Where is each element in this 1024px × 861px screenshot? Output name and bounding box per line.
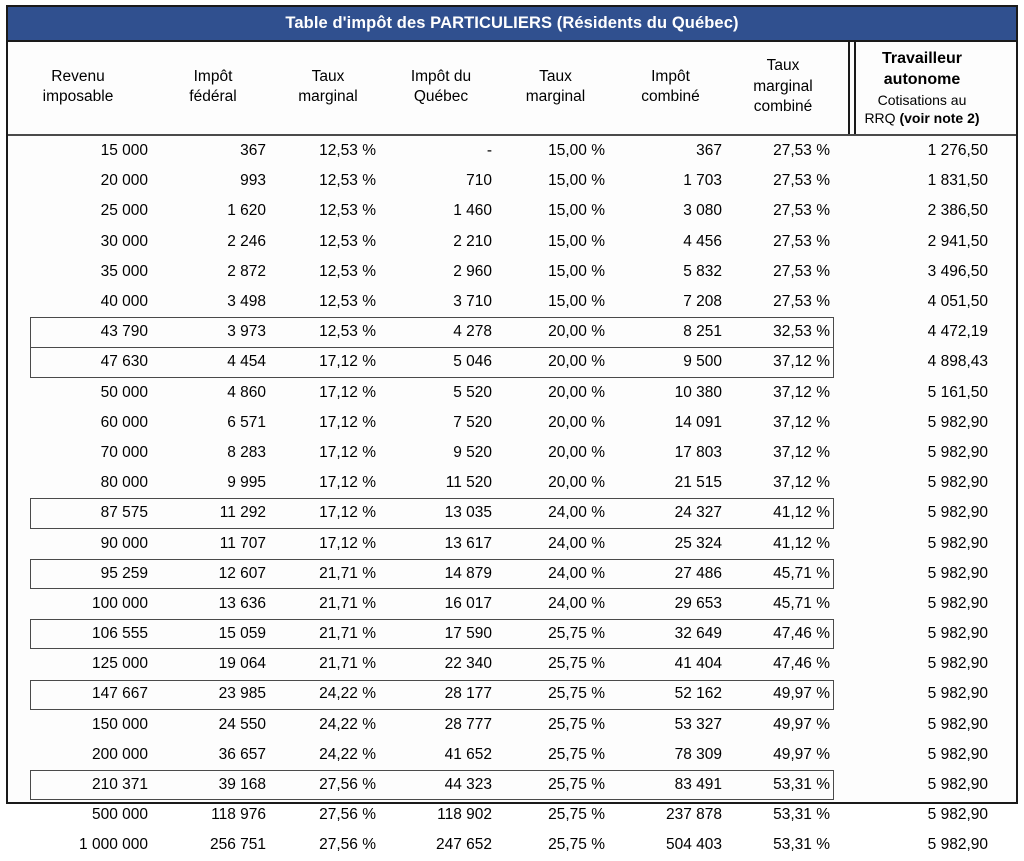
column-header-line3: combiné: [753, 98, 813, 116]
cell-travailleur-autonome: 5 982,90: [927, 474, 988, 492]
cell-impot-combine: 53 327: [674, 715, 722, 733]
table-row: [8, 196, 1016, 226]
cell-travailleur-autonome: 5 982,90: [927, 836, 988, 854]
cell-revenu-imposable: 100 000: [91, 594, 148, 612]
cell-taux-marginal-federal: 12,53 %: [319, 323, 376, 341]
cell-impot-combine: 7 208: [683, 293, 722, 311]
cell-revenu-imposable: 47 630: [100, 353, 148, 371]
cell-revenu-imposable: 147 667: [91, 685, 148, 703]
cell-revenu-imposable: 60 000: [100, 413, 148, 431]
column-header-line1: Taux: [766, 57, 800, 75]
cell-revenu-imposable: 95 259: [100, 564, 148, 582]
cell-taux-marginal-federal: 27,56 %: [319, 836, 376, 854]
cell-taux-marginal-quebec: 24,00 %: [548, 504, 605, 522]
cell-taux-marginal-combine: 53,31 %: [773, 836, 830, 854]
cell-impot-combine: 52 162: [674, 685, 722, 703]
cell-impot-quebec: 28 177: [444, 685, 492, 703]
cell-impot-combine: 25 324: [674, 534, 722, 552]
column-double-separator: [848, 42, 856, 134]
cell-travailleur-autonome: 4 051,50: [927, 293, 988, 311]
cell-travailleur-autonome: 5 982,90: [927, 776, 988, 794]
cell-revenu-imposable: 80 000: [100, 474, 148, 492]
column-header-line2: combiné: [641, 88, 700, 105]
table-row: [8, 559, 1016, 589]
cell-revenu-imposable: 43 790: [100, 323, 148, 341]
cell-impot-federal: 2 246: [227, 232, 266, 250]
column-header-impot-combine: [619, 42, 736, 134]
cell-revenu-imposable: 200 000: [91, 745, 148, 763]
cell-taux-marginal-quebec: 15,00 %: [548, 142, 605, 160]
column-header-line1: Revenu: [51, 67, 105, 85]
note-rrq-label: RRQ: [864, 109, 900, 126]
table-grid: [8, 42, 1016, 854]
cell-taux-marginal-federal: 17,12 %: [319, 383, 376, 401]
cell-taux-marginal-federal: 21,71 %: [319, 625, 376, 643]
cell-travailleur-autonome: 5 982,90: [927, 685, 988, 703]
column-header-revenu-imposable: [8, 42, 160, 134]
cell-impot-quebec: 44 323: [444, 776, 492, 794]
cell-impot-quebec: 2 960: [453, 262, 492, 280]
cell-taux-marginal-federal: 21,71 %: [319, 594, 376, 612]
column-header-line1: Taux: [539, 67, 572, 85]
cell-taux-marginal-federal: 12,53 %: [319, 293, 376, 311]
cell-taux-marginal-federal: 24,22 %: [319, 685, 376, 703]
cell-travailleur-autonome: 5 982,90: [927, 655, 988, 673]
cell-taux-marginal-combine: 27,53 %: [773, 202, 830, 220]
cell-taux-marginal-combine: 32,53 %: [773, 323, 830, 341]
cell-impot-federal: 8 283: [227, 443, 266, 461]
cell-taux-marginal-quebec: 25,75 %: [548, 625, 605, 643]
table-row: [8, 468, 1016, 498]
table-row: [8, 317, 1016, 347]
cell-impot-quebec: 4 278: [453, 323, 492, 341]
cell-travailleur-autonome: 5 982,90: [927, 504, 988, 522]
cell-revenu-imposable: 20 000: [100, 172, 148, 190]
cell-impot-combine: 83 491: [674, 776, 722, 794]
column-header-line2: imposable: [42, 88, 114, 105]
cell-revenu-imposable: 70 000: [100, 443, 148, 461]
column-header-line2: marginal: [525, 88, 586, 105]
cell-taux-marginal-quebec: 25,75 %: [548, 685, 605, 703]
cell-taux-marginal-federal: 12,53 %: [319, 202, 376, 220]
cell-taux-marginal-quebec: 25,75 %: [548, 806, 605, 824]
table-row: [8, 800, 1016, 830]
cell-impot-quebec: 710: [466, 172, 492, 190]
table-row: [8, 166, 1016, 196]
note-reference-label: (voir note 2): [899, 109, 980, 126]
column-header-line2: Québec: [413, 88, 469, 105]
cell-impot-federal: 993: [240, 172, 266, 190]
column-header-line2: marginal: [753, 77, 813, 95]
cell-impot-quebec: 5 046: [453, 353, 492, 371]
column-header-line2: autonome: [883, 70, 961, 88]
cell-travailleur-autonome: 5 982,90: [927, 806, 988, 824]
page-title: Table d'impôt des PARTICULIERS (Résidents du Québec): [285, 14, 739, 32]
cell-taux-marginal-federal: 12,53 %: [319, 172, 376, 190]
cell-impot-combine: 24 327: [674, 504, 722, 522]
cell-taux-marginal-quebec: 20,00 %: [548, 323, 605, 341]
cell-taux-marginal-federal: 24,22 %: [319, 745, 376, 763]
cell-taux-marginal-combine: 37,12 %: [773, 353, 830, 371]
cell-taux-marginal-combine: 45,71 %: [773, 564, 830, 582]
cell-impot-federal: 15 059: [218, 625, 266, 643]
cell-impot-combine: 21 515: [674, 474, 722, 492]
cell-taux-marginal-quebec: 24,00 %: [548, 564, 605, 582]
cell-impot-combine: 17 803: [674, 443, 722, 461]
table-row: [8, 257, 1016, 287]
cell-taux-marginal-combine: 49,97 %: [773, 745, 830, 763]
cell-impot-quebec: 11 520: [445, 474, 492, 492]
table-row: [8, 347, 1016, 377]
cell-impot-quebec: 14 879: [444, 564, 492, 582]
cell-taux-marginal-federal: 12,53 %: [319, 142, 376, 160]
tax-table: [6, 5, 1018, 854]
cell-taux-marginal-combine: 27,53 %: [773, 172, 830, 190]
cell-taux-marginal-federal: 27,56 %: [319, 806, 376, 824]
cell-impot-quebec: 7 520: [453, 413, 492, 431]
cell-impot-quebec: 247 652: [435, 836, 492, 854]
cell-travailleur-autonome: 5 982,90: [927, 413, 988, 431]
column-header-taux-marginal-combine: [736, 42, 848, 134]
table-row: [8, 287, 1016, 317]
column-header-note-line1: Cotisations au: [877, 91, 967, 108]
cell-revenu-imposable: 210 371: [91, 776, 148, 794]
cell-taux-marginal-combine: 49,97 %: [773, 715, 830, 733]
cell-revenu-imposable: 125 000: [91, 655, 148, 673]
cell-impot-combine: 29 653: [674, 594, 722, 612]
table-row: [8, 408, 1016, 438]
cell-travailleur-autonome: 5 982,90: [927, 443, 988, 461]
table-row: [8, 498, 1016, 528]
cell-taux-marginal-federal: 12,53 %: [319, 262, 376, 280]
cell-taux-marginal-combine: 47,46 %: [773, 625, 830, 643]
cell-taux-marginal-quebec: 25,75 %: [548, 776, 605, 794]
cell-impot-federal: 2 872: [227, 262, 266, 280]
cell-taux-marginal-combine: 49,97 %: [773, 685, 830, 703]
cell-travailleur-autonome: 3 496,50: [927, 262, 988, 280]
cell-taux-marginal-combine: 27,53 %: [773, 293, 830, 311]
cell-impot-federal: 118 976: [211, 806, 266, 824]
cell-revenu-imposable: 150 000: [91, 715, 148, 733]
column-header-line1: Travailleur: [881, 50, 963, 68]
cell-taux-marginal-combine: 37,12 %: [773, 413, 830, 431]
cell-impot-federal: 36 657: [218, 745, 266, 763]
table-row: [8, 830, 1016, 860]
cell-impot-federal: 12 607: [218, 564, 266, 582]
cell-taux-marginal-quebec: 25,75 %: [548, 655, 605, 673]
cell-taux-marginal-combine: 37,12 %: [773, 383, 830, 401]
cell-taux-marginal-quebec: 24,00 %: [548, 534, 605, 552]
cell-revenu-imposable: 87 575: [100, 504, 148, 522]
column-header-line1: Impôt: [193, 67, 233, 85]
cell-taux-marginal-combine: 53,31 %: [773, 806, 830, 824]
column-header-impot-quebec: [390, 42, 506, 134]
cell-impot-federal: 3 498: [227, 293, 266, 311]
cell-travailleur-autonome: 5 982,90: [927, 594, 988, 612]
cell-taux-marginal-combine: 53,31 %: [773, 776, 830, 794]
cell-impot-combine: 504 403: [665, 836, 722, 854]
cell-impot-quebec: 13 617: [444, 534, 492, 552]
cell-impot-combine: 5 832: [683, 262, 722, 280]
cell-taux-marginal-federal: 12,53 %: [319, 232, 376, 250]
cell-taux-marginal-quebec: 15,00 %: [548, 232, 605, 250]
cell-travailleur-autonome: 1 276,50: [927, 142, 988, 160]
table-row: [8, 438, 1016, 468]
cell-impot-combine: 10 380: [674, 383, 722, 401]
cell-impot-combine: 1 703: [683, 172, 722, 190]
table-row: [8, 619, 1016, 649]
cell-taux-marginal-federal: 21,71 %: [319, 655, 376, 673]
table-header-row: [8, 42, 1016, 136]
cell-taux-marginal-quebec: 20,00 %: [548, 474, 605, 492]
cell-revenu-imposable: 106 555: [91, 625, 148, 643]
table-row: [8, 589, 1016, 619]
cell-taux-marginal-combine: 27,53 %: [773, 262, 830, 280]
cell-travailleur-autonome: 2 386,50: [927, 202, 988, 220]
cell-impot-quebec: 41 652: [444, 745, 492, 763]
cell-impot-federal: 24 550: [218, 715, 266, 733]
cell-revenu-imposable: 30 000: [100, 232, 148, 250]
cell-impot-quebec: 9 520: [453, 443, 492, 461]
cell-impot-combine: 9 500: [683, 353, 722, 371]
cell-impot-combine: 4 456: [683, 232, 722, 250]
cell-impot-quebec: 5 520: [453, 383, 492, 401]
column-header-line1: Taux: [311, 67, 345, 85]
table-row: [8, 710, 1016, 740]
cell-impot-federal: 11 292: [219, 504, 266, 522]
cell-impot-federal: 6 571: [227, 413, 266, 431]
table-row: [8, 740, 1016, 770]
table-row: [8, 227, 1016, 257]
cell-impot-quebec: 118 902: [437, 806, 492, 824]
cell-impot-combine: 14 091: [674, 413, 722, 431]
table-row: [8, 528, 1016, 558]
cell-travailleur-autonome: 5 982,90: [927, 715, 988, 733]
cell-impot-federal: 4 454: [227, 353, 266, 371]
cell-taux-marginal-federal: 17,12 %: [319, 504, 376, 522]
cell-revenu-imposable: 25 000: [100, 202, 148, 220]
column-header-impot-federal: [160, 42, 280, 134]
cell-impot-federal: 23 985: [218, 685, 266, 703]
cell-travailleur-autonome: 4 472,19: [927, 323, 988, 341]
cell-taux-marginal-quebec: 20,00 %: [548, 353, 605, 371]
cell-revenu-imposable: 35 000: [100, 262, 148, 280]
table-row: [8, 770, 1016, 800]
cell-impot-quebec: 13 035: [444, 504, 492, 522]
cell-impot-federal: 9 995: [227, 474, 266, 492]
column-header-taux-marginal-quebec: [506, 42, 619, 134]
cell-impot-federal: 256 751: [209, 836, 266, 854]
cell-impot-quebec: 2 210: [453, 232, 492, 250]
cell-revenu-imposable: 1 000 000: [79, 836, 148, 854]
cell-taux-marginal-quebec: 15,00 %: [548, 202, 605, 220]
cell-taux-marginal-federal: 21,71 %: [319, 564, 376, 582]
column-header-line1: Impôt du: [410, 67, 472, 85]
cell-taux-marginal-quebec: 25,75 %: [548, 836, 605, 854]
column-header-travailleur-autonome: [856, 42, 1004, 134]
cell-impot-quebec: 22 340: [444, 655, 492, 673]
cell-taux-marginal-quebec: 15,00 %: [548, 293, 605, 311]
cell-impot-combine: 237 878: [665, 806, 722, 824]
cell-taux-marginal-combine: 41,12 %: [773, 504, 830, 522]
cell-impot-quebec: -: [486, 142, 492, 160]
cell-taux-marginal-quebec: 20,00 %: [548, 413, 605, 431]
cell-taux-marginal-quebec: 24,00 %: [548, 594, 605, 612]
cell-taux-marginal-federal: 27,56 %: [319, 776, 376, 794]
cell-impot-quebec: 28 777: [444, 715, 492, 733]
cell-taux-marginal-quebec: 25,75 %: [548, 745, 605, 763]
table-row: [8, 378, 1016, 408]
cell-taux-marginal-combine: 37,12 %: [773, 474, 830, 492]
cell-taux-marginal-quebec: 25,75 %: [548, 715, 605, 733]
cell-impot-combine: 3 080: [683, 202, 722, 220]
cell-revenu-imposable: 50 000: [100, 383, 148, 401]
cell-travailleur-autonome: 5 982,90: [927, 625, 988, 643]
cell-impot-quebec: 3 710: [453, 293, 492, 311]
cell-taux-marginal-combine: 27,53 %: [773, 142, 830, 160]
cell-taux-marginal-combine: 27,53 %: [773, 232, 830, 250]
cell-travailleur-autonome: 5 161,50: [927, 383, 988, 401]
cell-taux-marginal-combine: 37,12 %: [773, 443, 830, 461]
table-row: [8, 679, 1016, 709]
table-row: [8, 136, 1016, 166]
cell-travailleur-autonome: 4 898,43: [927, 353, 988, 371]
cell-impot-combine: 8 251: [683, 323, 722, 341]
cell-taux-marginal-federal: 24,22 %: [319, 715, 376, 733]
cell-impot-quebec: 1 460: [453, 202, 492, 220]
cell-revenu-imposable: 15 000: [100, 142, 148, 160]
column-header-line1: Impôt: [651, 67, 690, 85]
cell-taux-marginal-federal: 17,12 %: [319, 413, 376, 431]
cell-impot-federal: 11 707: [219, 534, 266, 552]
table-title-band: [8, 7, 1016, 42]
cell-taux-marginal-federal: 17,12 %: [319, 353, 376, 371]
cell-impot-combine: 27 486: [674, 564, 722, 582]
cell-impot-quebec: 16 017: [444, 594, 492, 612]
cell-revenu-imposable: 500 000: [91, 806, 148, 824]
cell-travailleur-autonome: 2 941,50: [927, 232, 988, 250]
cell-travailleur-autonome: 1 831,50: [927, 172, 988, 190]
cell-revenu-imposable: 90 000: [100, 534, 148, 552]
cell-taux-marginal-combine: 45,71 %: [773, 594, 830, 612]
cell-impot-quebec: 17 590: [444, 625, 492, 643]
cell-taux-marginal-federal: 17,12 %: [319, 443, 376, 461]
cell-taux-marginal-quebec: 20,00 %: [548, 443, 605, 461]
cell-taux-marginal-combine: 41,12 %: [773, 534, 830, 552]
table-body: [8, 136, 1016, 861]
cell-travailleur-autonome: 5 982,90: [927, 534, 988, 552]
cell-taux-marginal-quebec: 15,00 %: [548, 172, 605, 190]
cell-impot-federal: 39 168: [218, 776, 266, 794]
cell-taux-marginal-federal: 17,12 %: [319, 534, 376, 552]
table-row: [8, 649, 1016, 679]
cell-impot-combine: 78 309: [674, 745, 722, 763]
cell-impot-combine: 367: [696, 142, 722, 160]
cell-impot-federal: 13 636: [218, 594, 266, 612]
cell-travailleur-autonome: 5 982,90: [927, 745, 988, 763]
cell-impot-federal: 4 860: [227, 383, 266, 401]
column-header-note-line2: [864, 109, 979, 127]
cell-impot-combine: 32 649: [674, 625, 722, 643]
column-header-line2: marginal: [298, 88, 358, 105]
cell-impot-combine: 41 404: [674, 655, 722, 673]
cell-taux-marginal-federal: 17,12 %: [319, 474, 376, 492]
cell-impot-federal: 19 064: [218, 655, 266, 673]
cell-impot-federal: 3 973: [227, 323, 266, 341]
cell-impot-federal: 367: [240, 142, 266, 160]
cell-revenu-imposable: 40 000: [100, 293, 148, 311]
cell-taux-marginal-combine: 47,46 %: [773, 655, 830, 673]
column-header-taux-marginal-federal: [280, 42, 390, 134]
cell-taux-marginal-quebec: 15,00 %: [548, 262, 605, 280]
cell-impot-federal: 1 620: [227, 202, 266, 220]
cell-taux-marginal-quebec: 20,00 %: [548, 383, 605, 401]
column-header-line2: fédéral: [189, 88, 237, 105]
cell-travailleur-autonome: 5 982,90: [927, 564, 988, 582]
